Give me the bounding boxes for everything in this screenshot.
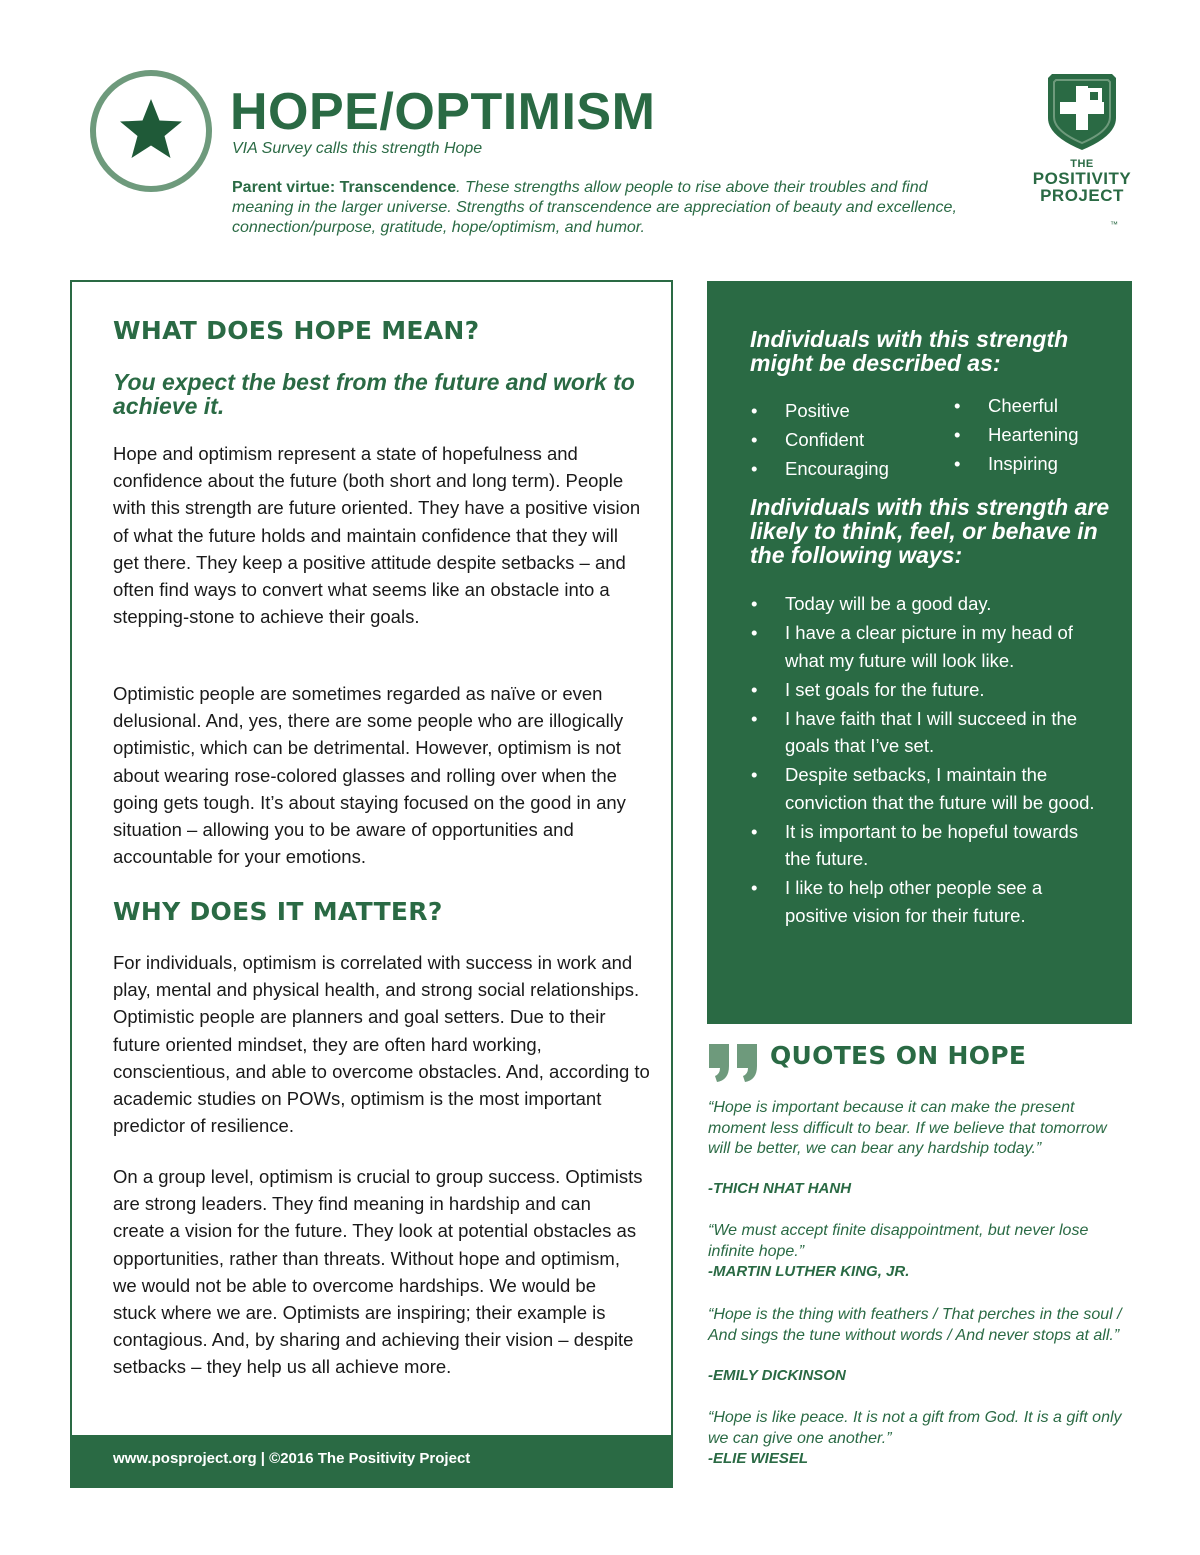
behavior-list (785, 590, 1105, 931)
trait-item: • Heartening (954, 424, 1079, 445)
shield-plus-icon (1042, 70, 1122, 152)
parent-virtue-label: Parent virtue: Transcendence (232, 179, 457, 196)
quote-author: -MARTIN LUTHER KING, JR. (708, 1263, 910, 1280)
behavior-item: • I like to help other people see a positive vision for their future. (785, 874, 1105, 929)
brand-the: THE (1070, 158, 1094, 170)
definition-lead: You expect the best from the future and work to achieve it. (113, 369, 635, 419)
quote-text: “Hope is important because it can make the present moment less difficult to bear. If we believe that tomorrow will be better, we can bear any hardship today.” (708, 1099, 1107, 1157)
quote-text: “Hope is like peace. It is not a gift from God. It is a gift only we can give one another.” (708, 1409, 1122, 1447)
paragraph-2: Optimistic people are sometimes regarded as naïve or even delusional. And, yes, there are some people who are illogically optimistic, which can be detrimental. However, optimism is not about wearing rose-colored glasses and rolling over when the going gets tough. It’s about staying focused on the good in any situation – allowing you to be aware of opportunities and accountable for your emotions. (113, 683, 626, 868)
paragraph-1: Hope and optimism represent a state of hopefulness and confidence about the future (both short and long term). People with this strength are future oriented. They have a positive vision of what the future holds and maintain confidence that they will get there. They keep a positive attitude despite setbacks – and often find ways to convert what seems like an obstacle into a stepping-stone to achieve their goals. (113, 443, 641, 628)
quote-mark-icon (707, 1040, 763, 1084)
quote-text: “We must accept finite disappointment, but never lose infinite hope.” (708, 1222, 1089, 1260)
positivity-project-logo (1026, 70, 1138, 229)
section-heading-what: WHAT DOES HOPE MEAN? (113, 316, 480, 345)
behavior-item: • I set goals for the future. (785, 676, 1105, 704)
behavior-item: • I have faith that I will succeed in the goals that I’ve set. (785, 705, 1105, 760)
behavior-item: • Despite setbacks, I maintain the conviction that the future will be good. (785, 761, 1105, 816)
behavior-item: • Today will be a good day. (785, 590, 1105, 618)
behavior-item: • I have a clear picture in my head of what my future will look like. (785, 619, 1105, 674)
paragraph-3: For individuals, optimism is correlated with success in work and play, mental and physical health, and strong social relationships. Optimistic people are planners and goal setters. Due to their future oriented mindset, they are often hard working, conscientious, and able to overcome obstacles. And, according to academic studies on POWs, optimism is the most important predictor of resilience. (113, 952, 650, 1137)
parent-virtue-text (232, 178, 992, 238)
quote-author: -EMILY DICKINSON (708, 1367, 846, 1384)
trait-item: • Encouraging (751, 458, 889, 479)
quote-author: -THICH NHAT HANH (708, 1180, 852, 1197)
trait-item: • Inspiring (954, 453, 1058, 474)
trait-item: • Confident (751, 429, 865, 450)
page-title: HOPE/OPTIMISM (230, 83, 656, 141)
panel-heading-behaviors: Individuals with this strength are likely to think, feel, or behave in the following ways: (750, 494, 1110, 568)
trademark-symbol: ™ (1110, 220, 1118, 229)
paragraph-4: On a group level, optimism is crucial to group success. Optimists are strong leaders. They find meaning in hardship and can create a vision for the future. They look at potential obstacles as opportunities, rather than threats. Without hope and optimism, we would not be able to overcome hardships. We would be stuck where we are. Optimists are inspiring; their example is contagious. And, by sharing and achieving their vision – despite setbacks – they help us all achieve more. (113, 1166, 643, 1378)
brand-positivity: POSITIVITY (1032, 169, 1132, 188)
quote-author: -ELIE WIESEL (708, 1450, 809, 1467)
behavior-item: • It is important to be hopeful towards the future. (785, 818, 1105, 873)
quote-text: “Hope is the thing with feathers / That perches in the soul / And sings the tune without words / And never stops at all.” (708, 1306, 1122, 1344)
section-heading-why: WHY DOES IT MATTER? (113, 897, 443, 926)
quotes-heading: QUOTES ON HOPE (770, 1041, 1027, 1070)
brand-project: PROJECT (1040, 186, 1124, 205)
page-subtitle: VIA Survey calls this strength Hope (232, 140, 483, 157)
trait-item: • Cheerful (954, 395, 1058, 416)
parent-virtue-description: . These strengths allow people to rise above their troubles and find meaning in the larger universe. Strengths of transcendence are appreciation of beauty and excellence, connection/purpose, gratitude, hope/optimism, and humor. (232, 179, 957, 236)
footer-text: www.posproject.org | ©2016 The Positivity Project (113, 1450, 471, 1467)
panel-heading-described: Individuals with this strength might be described as: (750, 326, 1069, 376)
trait-item: • Positive (751, 400, 850, 421)
star-emblem-icon (88, 68, 214, 194)
